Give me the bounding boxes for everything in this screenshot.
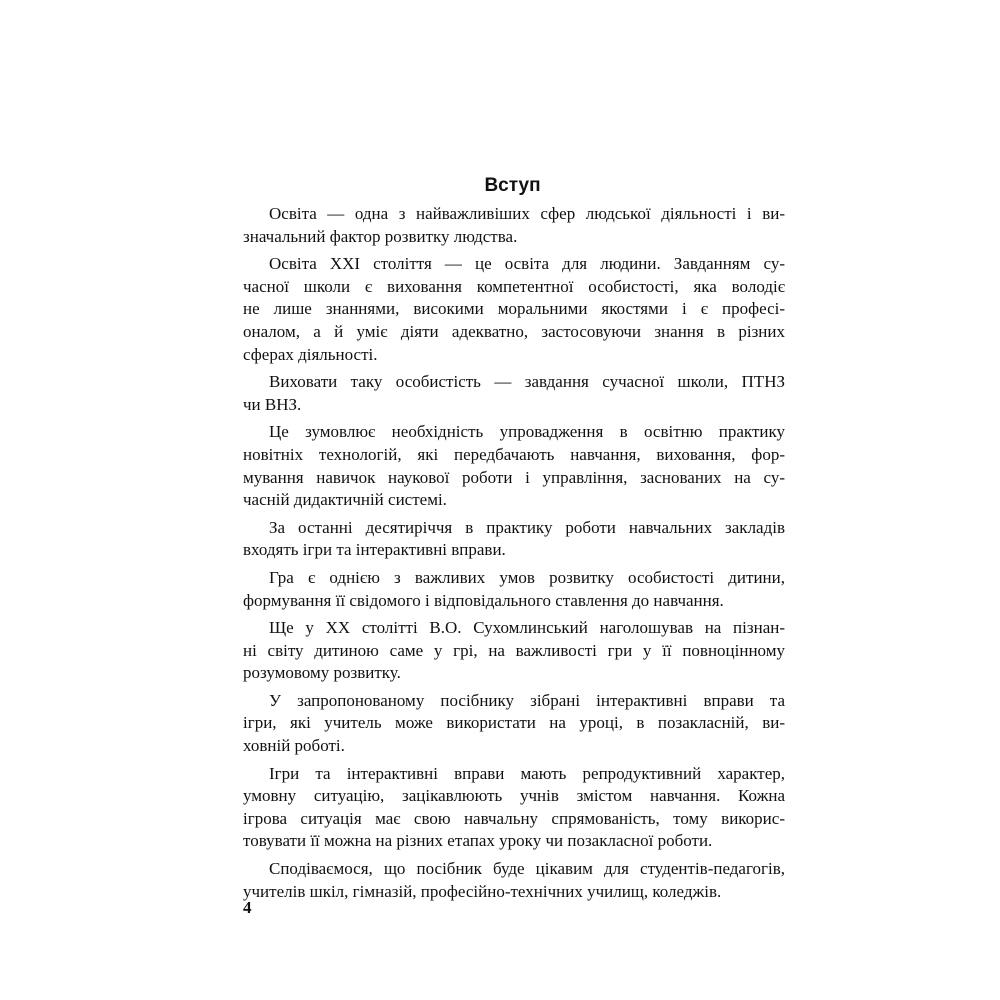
text-line: ховній роботі. bbox=[243, 736, 345, 756]
paragraph bbox=[243, 617, 785, 685]
paragraph bbox=[243, 763, 785, 853]
text-line: чи ВНЗ. bbox=[243, 394, 302, 414]
text-line: Сподіваємося, що посібник буде цікавим для студентів-педагогів, bbox=[269, 859, 785, 879]
text-line: часної школи є виховання компетентної особистості, яка володіє bbox=[243, 276, 785, 296]
text-line: Ще у XX столітті В.О. Сухомлинський наголошував на пізнан- bbox=[269, 618, 785, 638]
text-line: новітніх технологій, які передбачають навчання, виховання, фор- bbox=[243, 444, 785, 464]
text-line: сферах діяльності. bbox=[243, 344, 378, 364]
text-line: Виховати таку особистість — завдання сучасної школи, ПТНЗ bbox=[269, 372, 785, 392]
text-line: мування навичок наукової роботи і управління, заснованих на су- bbox=[243, 467, 785, 487]
paragraph bbox=[243, 203, 785, 248]
text-line: учителів шкіл, гімназій, професійно-технічних училищ, коледжів. bbox=[243, 881, 722, 901]
text-line: У запропонованому посібнику зібрані інтерактивні вправи та bbox=[269, 690, 785, 710]
paragraph bbox=[243, 517, 785, 562]
text-line: ігрова ситуація має свою навчальну спрямованість, тому викорис- bbox=[243, 808, 785, 828]
page-number: 4 bbox=[243, 898, 252, 917]
paragraph bbox=[243, 253, 785, 366]
text-line: розумовому розвитку. bbox=[243, 663, 401, 683]
text-line: ні світу дитиною саме у грі, на важливості гри у її повноцінному bbox=[243, 640, 785, 660]
text-line: оналом, а й уміє діяти адекватно, застосовуючи знання в різних bbox=[243, 321, 785, 341]
paragraph bbox=[243, 371, 785, 416]
text-line: формування її свідомого і відповідального ставлення до навчання. bbox=[243, 590, 724, 610]
text-line: Це зумовлює необхідність упровадження в освітню практику bbox=[269, 422, 785, 442]
text-line: часній дидактичній системі. bbox=[243, 490, 447, 510]
text-line: товувати її можна на різних етапах уроку чи позакласної роботи. bbox=[243, 831, 713, 851]
text-line: входять ігри та інтерактивні вправи. bbox=[243, 540, 506, 560]
text-line: ігри, які учитель може використати на уроці, в позакласній, ви- bbox=[243, 713, 785, 733]
text-line: Освіта XXI століття — це освіта для людини. Завданням су- bbox=[269, 254, 785, 274]
paragraph bbox=[243, 690, 785, 758]
paragraph bbox=[243, 421, 785, 511]
body-text bbox=[243, 203, 785, 908]
text-line: Освіта — одна з найважливіших сфер людської діяльності і ви- bbox=[269, 204, 785, 223]
text-line: умовну ситуацію, зацікавлюють учнів змістом навчання. Кожна bbox=[243, 786, 785, 806]
paragraph bbox=[243, 567, 785, 612]
text-line: Ігри та інтерактивні вправи мають репродуктивний характер, bbox=[269, 763, 785, 783]
text-line: не лише знаннями, високими моральними якостями і є професі- bbox=[243, 299, 785, 319]
text-line: значальний фактор розвитку людства. bbox=[243, 226, 518, 246]
text-line: За останні десятиріччя в практику роботи навчальних закладів bbox=[269, 517, 785, 537]
page-title: Вступ bbox=[484, 175, 541, 196]
text-line: Гра є однією з важливих умов розвитку особистості дитини, bbox=[269, 567, 785, 587]
paragraph bbox=[243, 858, 785, 903]
